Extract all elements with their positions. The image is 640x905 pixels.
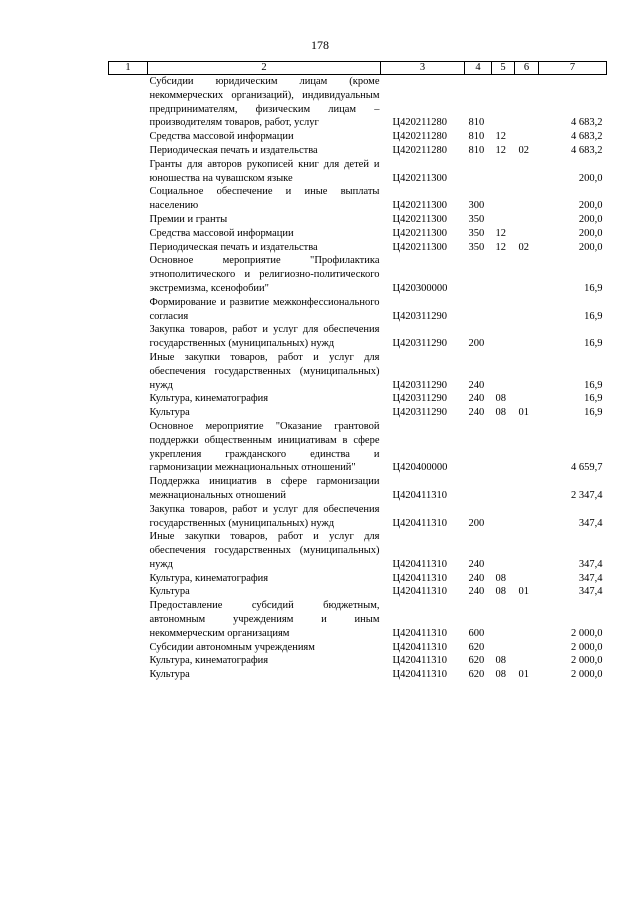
cell-subsection [515,599,539,640]
header-col-7: 7 [539,62,607,75]
cell-section: 08 [495,572,506,584]
cell-name: Культура [149,669,190,681]
cell-blank [109,296,148,324]
cell-blank [109,130,148,144]
page-number: 178 [311,38,329,52]
table-row [109,530,607,571]
cell-code: Ц420211280 [392,144,447,156]
cell-subsection [515,503,539,531]
cell-blank [109,227,148,241]
header-row [109,62,607,75]
cell-section: 12 [495,131,506,143]
table-row [109,241,607,255]
cell-expense-type: 350 [468,241,485,253]
cell-name: Культура, кинематография [149,393,269,405]
table-row [109,185,607,213]
table-row [109,668,607,682]
table-row [109,420,607,475]
header-col-4: 4 [465,62,492,75]
cell-name: Предоставление субсидий бюджетным, автономным учреждениям и иным некоммерческим организациям [149,600,380,639]
cell-expense-type: 810 [468,117,485,129]
cell-code: Ц420411310 [392,489,447,501]
cell-section: 08 [495,655,506,667]
cell-code: Ц420211280 [392,131,447,143]
cell-amount: 4 683,2 [571,144,603,156]
table-row [109,130,607,144]
table-row [109,392,607,406]
cell-name: Средства массовой информации [149,131,294,143]
table-row [109,254,607,295]
cell-expense-type: 240 [468,572,485,584]
header-col-3: 3 [381,62,465,75]
cell-expense-type: 240 [468,558,485,570]
cell-subsection [515,351,539,392]
cell-blank [109,75,148,131]
cell-amount: 347,4 [578,558,603,570]
cell-expense-type [465,254,492,295]
cell-subsection [515,475,539,503]
cell-section [492,323,515,351]
cell-name: Иные закупки товаров, работ и услуг для обеспечения государственных (муниципальных) нужд [149,351,380,391]
cell-code: Ц420411310 [392,627,447,639]
cell-amount: 200,0 [578,172,603,184]
cell-subsection [515,213,539,227]
cell-section: 12 [495,144,506,156]
cell-blank [109,254,148,295]
cell-section [492,599,515,640]
cell-section: 08 [495,586,506,598]
cell-subsection: 01 [518,669,529,681]
table-row [109,213,607,227]
cell-code: Ц420411310 [392,641,447,653]
cell-amount: 4 683,2 [571,117,603,129]
cell-subsection [515,530,539,571]
cell-name: Социальное обеспечение и иные выплаты населению [149,186,380,212]
cell-amount: 16,9 [584,338,603,350]
cell-subsection: 02 [518,144,529,156]
cell-code: Ц420411310 [392,586,447,598]
cell-section [492,296,515,324]
cell-subsection [515,392,539,406]
cell-name: Закупка товаров, работ и услуг для обеспечения государственных (муниципальных) нужд [149,324,380,350]
cell-code: Ц420211300 [392,241,447,253]
cell-amount: 16,9 [584,379,603,391]
cell-subsection: 01 [518,586,529,598]
cell-section [492,158,515,186]
cell-subsection [515,185,539,213]
cell-name: Основное мероприятие "Оказание грантовой поддержки общественным инициативам в сфере укрепления гражданского единства и гармонизации межнациональных отношений" [149,420,380,474]
cell-section [492,254,515,295]
cell-section: 08 [495,407,506,419]
cell-subsection [515,158,539,186]
cell-amount: 16,9 [584,393,603,405]
cell-blank [109,185,148,213]
cell-expense-type: 810 [468,144,485,156]
cell-subsection [515,420,539,475]
cell-blank [109,420,148,475]
cell-code: Ц420411310 [392,572,447,584]
cell-blank [109,641,148,655]
table-row [109,654,607,668]
cell-section [492,75,515,131]
cell-amount: 200,0 [578,241,603,253]
cell-amount: 200,0 [578,227,603,239]
cell-code: Ц420400000 [392,462,448,474]
cell-section: 08 [495,669,506,681]
cell-blank [109,475,148,503]
cell-name: Гранты для авторов рукописей книг для детей и юношества на чувашском языке [149,158,380,184]
cell-amount: 2 000,0 [571,669,603,681]
cell-name: Культура, кинематография [149,655,269,667]
cell-blank [109,351,148,392]
cell-blank [109,654,148,668]
header-col-1: 1 [109,62,148,75]
table-row [109,296,607,324]
cell-name: Закупка товаров, работ и услуг для обеспечения государственных (муниципальных) нужд [149,503,380,529]
cell-expense-type: 200 [468,517,485,529]
cell-subsection [515,323,539,351]
cell-expense-type: 620 [468,669,485,681]
cell-subsection [515,254,539,295]
cell-name: Периодическая печать и издательства [149,241,318,253]
cell-blank [109,213,148,227]
cell-subsection [515,227,539,241]
table-row [109,351,607,392]
cell-code: Ц420311290 [392,338,447,350]
cell-code: Ц420311290 [392,310,447,322]
cell-name: Культура [149,586,190,598]
cell-name: Премии и гранты [149,213,228,225]
cell-code: Ц420211300 [392,200,447,212]
cell-expense-type: 240 [468,586,485,598]
cell-blank [109,158,148,186]
header-col-2: 2 [148,62,381,75]
cell-section: 12 [495,241,506,253]
cell-subsection [515,75,539,131]
cell-code: Ц420311290 [392,407,447,419]
cell-subsection: 02 [518,241,529,253]
cell-amount: 2 347,4 [571,489,603,501]
cell-amount: 2 000,0 [571,627,603,639]
cell-expense-type: 600 [468,627,485,639]
table-header [109,62,607,75]
table-row [109,641,607,655]
cell-section [492,503,515,531]
cell-blank [109,392,148,406]
cell-amount: 200,0 [578,200,603,212]
cell-name: Средства массовой информации [149,227,294,239]
cell-amount: 347,4 [578,586,603,598]
cell-subsection [515,296,539,324]
cell-code: Ц420311290 [392,379,447,391]
cell-blank [109,599,148,640]
cell-subsection: 01 [518,407,529,419]
cell-amount: 2 000,0 [571,641,603,653]
cell-expense-type: 240 [468,393,485,405]
cell-subsection [515,654,539,668]
cell-expense-type: 350 [468,227,485,239]
cell-code: Ц420411310 [392,558,447,570]
cell-amount: 4 683,2 [571,131,603,143]
cell-blank [109,323,148,351]
cell-name: Субсидии юридическим лицам (кроме некоммерческих организаций), индивидуальным предпринимателям, физическим лицам – производителям товаров, работ, услуг [149,76,380,129]
cell-expense-type: 620 [468,641,485,653]
cell-section: 08 [495,393,506,405]
cell-name: Культура [149,407,190,419]
cell-code: Ц420300000 [392,282,448,294]
cell-amount: 16,9 [584,282,603,294]
cell-blank [109,572,148,586]
cell-expense-type: 300 [468,200,485,212]
table-row [109,599,607,640]
cell-amount: 16,9 [584,310,603,322]
cell-subsection [515,641,539,655]
cell-subsection [515,572,539,586]
cell-code: Ц420211300 [392,213,447,225]
cell-section [492,185,515,213]
cell-expense-type: 240 [468,379,485,391]
cell-code: Ц420411310 [392,517,447,529]
cell-name: Основное мероприятие "Профилактика этнополитического и религиозно-политического экстремизма, ксенофобии" [149,255,380,294]
cell-blank [109,241,148,255]
cell-section [492,475,515,503]
cell-code: Ц420411310 [392,655,447,667]
cell-section [492,351,515,392]
cell-name: Периодическая печать и издательства [149,144,318,156]
cell-expense-type [465,296,492,324]
table-row [109,406,607,420]
table-row [109,572,607,586]
cell-amount: 16,9 [584,407,603,419]
cell-expense-type: 350 [468,213,485,225]
table-row [109,475,607,503]
cell-blank [109,668,148,682]
cell-name: Формирование и развитие межконфессионального согласия [149,296,380,322]
cell-expense-type [465,420,492,475]
cell-expense-type: 620 [468,655,485,667]
cell-blank [109,530,148,571]
table-row [109,503,607,531]
table-row [109,323,607,351]
cell-expense-type [465,158,492,186]
cell-amount: 347,4 [578,572,603,584]
cell-section [492,213,515,227]
cell-blank [109,144,148,158]
cell-expense-type: 810 [468,131,485,143]
cell-blank [109,585,148,599]
cell-amount: 4 659,7 [571,462,603,474]
cell-section: 12 [495,227,506,239]
cell-name: Иные закупки товаров, работ и услуг для обеспечения государственных (муниципальных) нужд [149,531,380,570]
cell-code: Ц420211300 [392,227,447,239]
cell-section [492,641,515,655]
cell-amount: 2 000,0 [571,655,603,667]
cell-expense-type: 240 [468,407,485,419]
table-row [109,75,607,131]
header-col-5: 5 [492,62,515,75]
budget-table [108,61,607,682]
table-row [109,144,607,158]
cell-subsection [515,130,539,144]
cell-expense-type [465,475,492,503]
cell-code: Ц420211300 [392,172,447,184]
cell-amount: 347,4 [578,517,603,529]
cell-section [492,420,515,475]
table-row [109,585,607,599]
header-col-6: 6 [515,62,539,75]
cell-code: Ц420211280 [392,117,447,129]
cell-code: Ц420411310 [392,669,447,681]
cell-name: Поддержка инициатив в сфере гармонизации межнациональных отношений [149,476,380,501]
cell-code: Ц420311290 [392,393,447,405]
cell-expense-type: 200 [468,338,485,350]
table-row [109,227,607,241]
cell-name: Субсидии автономным учреждениям [149,641,315,653]
cell-blank [109,406,148,420]
cell-amount: 200,0 [578,213,603,225]
cell-name: Культура, кинематография [149,572,269,584]
cell-section [492,530,515,571]
table-row [109,158,607,186]
table-body [109,75,607,683]
cell-blank [109,503,148,531]
